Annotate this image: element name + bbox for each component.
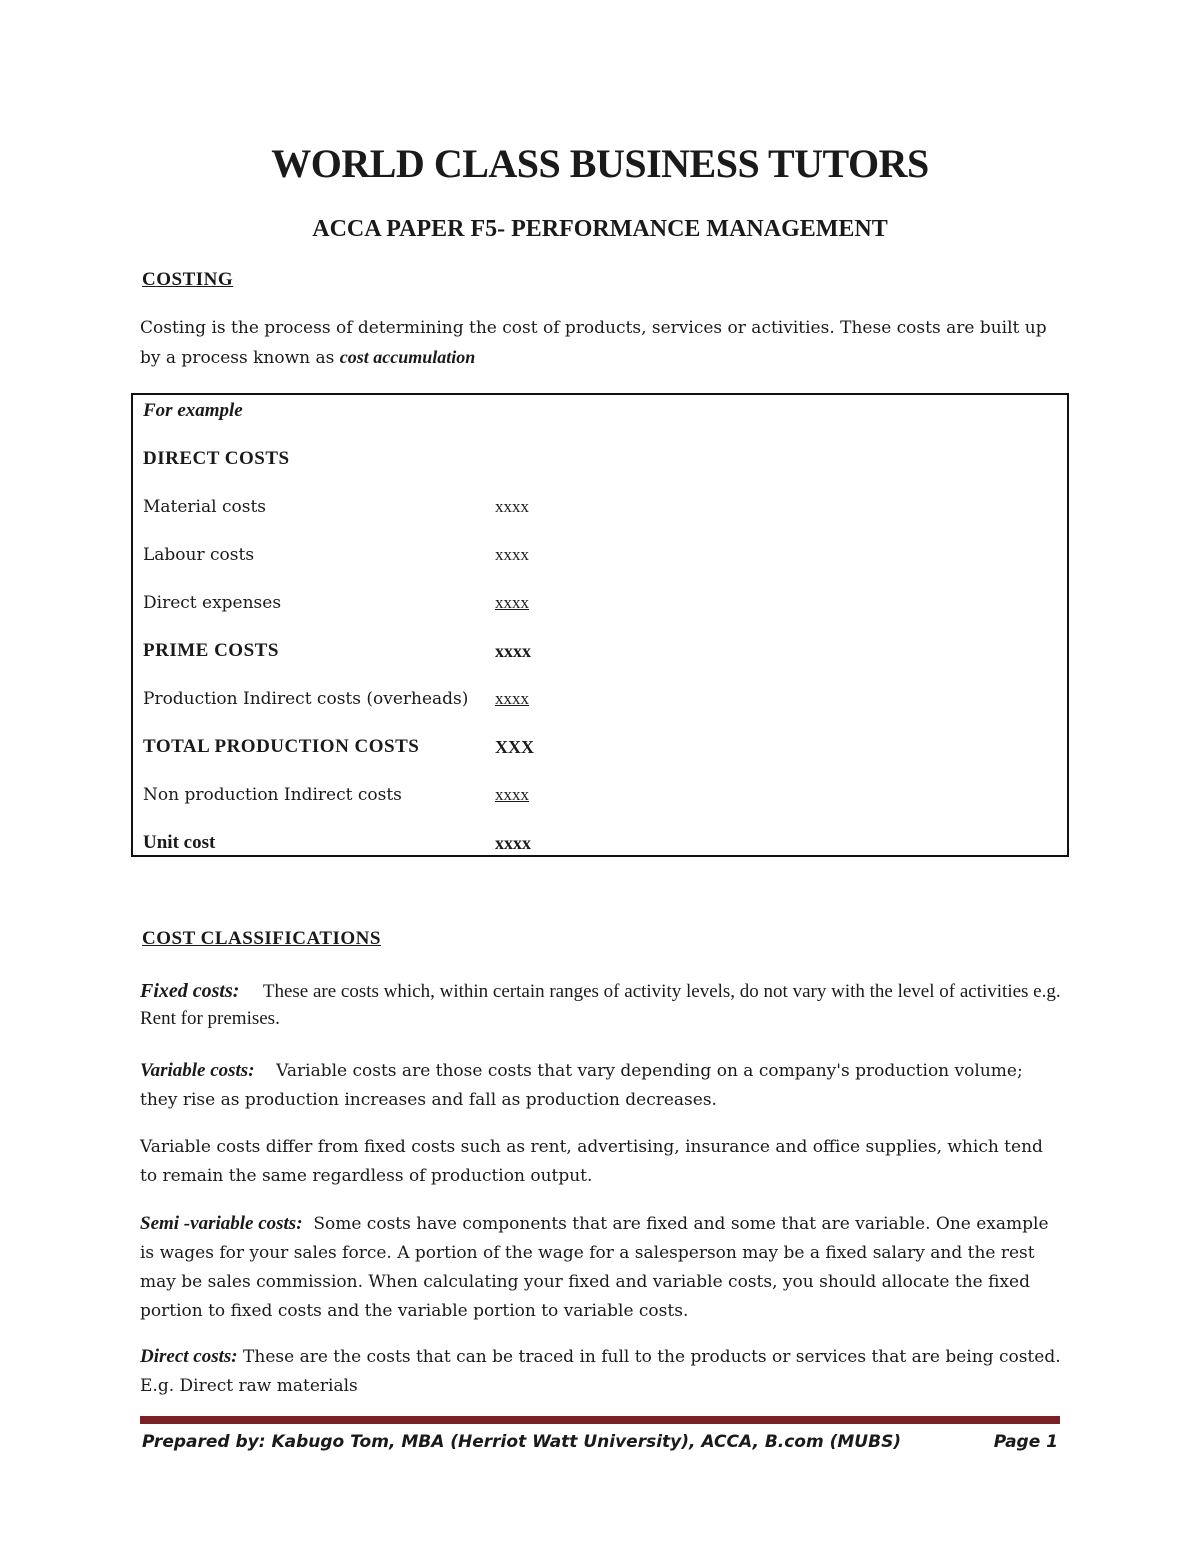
cost-row-label: Direct expenses (143, 593, 282, 613)
document-subtitle: ACCA PAPER F5- PERFORMANCE MANAGEMENT (312, 216, 888, 242)
costing-text: Costing is the process of determining the cost of products, services or activities. These costs are built up by a process known as (140, 318, 1047, 368)
fixed-costs-paragraph (140, 978, 1065, 1032)
footer-divider (140, 1416, 1060, 1424)
cost-row-value: xxxx (495, 785, 529, 804)
cost-row-value: xxxx (495, 689, 529, 708)
semi-variable-paragraph (140, 1209, 1065, 1326)
cost-row-label: Unit cost (143, 832, 216, 853)
cost-accumulation-term: cost accumulation (339, 347, 476, 367)
footer-page-number: Page 1 (993, 1432, 1058, 1452)
direct-costs-term: Direct costs: (140, 1346, 238, 1367)
direct-costs-paragraph (140, 1342, 1065, 1401)
cost-row-label: DIRECT COSTS (143, 448, 290, 469)
direct-costs-text: These are the costs that can be traced in full to the products or services that are being costed. E.g. Direct raw materials (140, 1347, 1061, 1396)
example-box (131, 393, 1069, 857)
example-label: For example (143, 400, 243, 421)
semi-variable-text: Some costs have components that are fixed and some that are variable. One example is wages for your sales force. A portion of the wage for a salesperson may be a fixed salary and the rest may be sales commission. When calculating your fixed and variable costs, you should allocate the fixed portion to fixed costs and the variable portion to variable costs. (140, 1214, 1049, 1321)
variable-costs-paragraph (140, 1056, 1065, 1115)
cost-row-label: Production Indirect costs (overheads) (143, 689, 469, 709)
cost-row-label: Material costs (143, 497, 267, 517)
cost-row-value: xxxx (495, 833, 531, 853)
cost-row-value: xxxx (495, 593, 529, 612)
cost-row-label: PRIME COSTS (143, 640, 279, 661)
cost-row-value: xxxx (495, 545, 529, 564)
cost-row-value: XXX (495, 737, 534, 757)
cost-row-label: TOTAL PRODUCTION COSTS (143, 736, 420, 757)
cost-row-label: Labour costs (143, 545, 255, 565)
costing-heading: COSTING (142, 269, 234, 290)
cost-row-value: xxxx (495, 641, 531, 661)
document-title: WORLD CLASS BUSINESS TUTORS (271, 141, 929, 186)
semi-variable-term: Semi -variable costs: (140, 1213, 303, 1234)
footer-prepared-by: Prepared by: Kabugo Tom, MBA (Herriot Watt University), ACCA, B.com (MUBS) (142, 1432, 902, 1452)
cost-row-value: xxxx (495, 497, 529, 516)
classifications-heading: COST CLASSIFICATIONS (142, 928, 381, 949)
cost-row-label: Non production Indirect costs (143, 785, 402, 805)
variable-costs-term: Variable costs: (140, 1060, 255, 1081)
fixed-costs-text: These are costs which, within certain ranges of activity levels, do not vary with the level of activities e.g. Rent for premises. (140, 981, 1061, 1029)
fixed-costs-term: Fixed costs: (140, 980, 240, 1002)
variable-costs-paragraph-2: Variable costs differ from fixed costs such as rent, advertising, insurance and office supplies, which tend to remain the same regardless of production output. (140, 1137, 1043, 1186)
costing-paragraph (140, 314, 1065, 373)
variable-costs-text: Variable costs are those costs that vary depending on a company's production volume; they rise as production increases and fall as production decreases. (140, 1061, 1023, 1110)
